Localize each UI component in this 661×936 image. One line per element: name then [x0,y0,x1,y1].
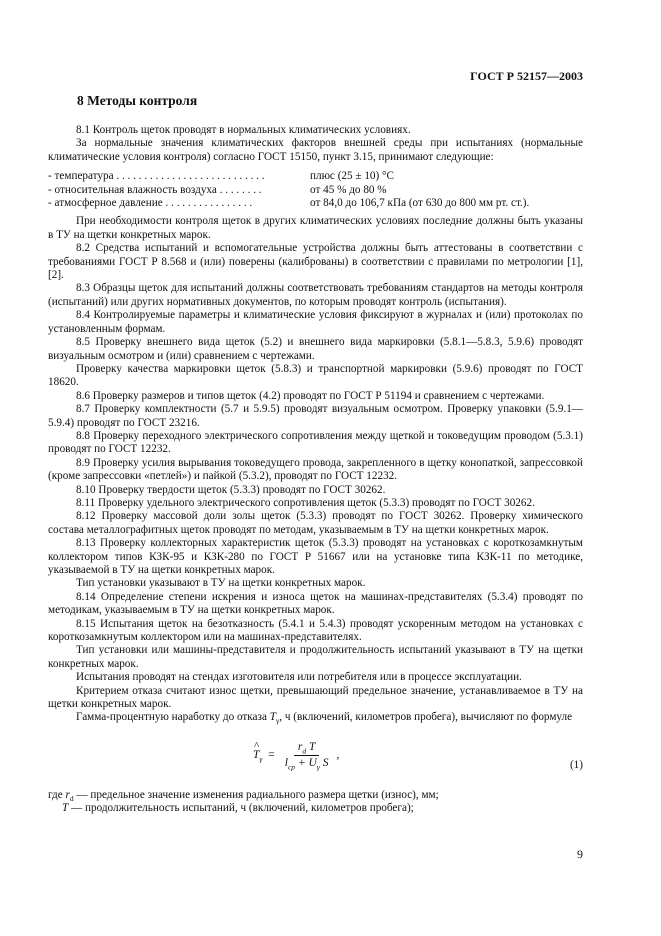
num-t: T [306,740,316,753]
paragraph: Тип установки или машины-представителя и продолжительность испытаний указывают в ТУ на щетки конкретных марок. [48,644,583,670]
condition-value: от 84,0 до 106,7 кПа (от 630 до 800 мм рт. ст.). [310,197,530,210]
den-mid: + U [295,757,317,770]
num-r: r [297,740,303,753]
paragraph: 8.6 Проверку размеров и типов щеток (4.2) проводят по ГОСТ Р 51194 и сравнением с чертежами. [76,389,545,402]
definition-symbol: r [65,788,70,801]
definition-sub: d [69,794,74,804]
definition-row [48,789,583,802]
gamma-symbol: T [269,711,276,724]
condition-value: от 45 % до 80 % [310,183,387,196]
paragraph: Проверку качества маркировки щеток (5.8.3) и транспортной маркировки (5.9.6) проводят по ГОСТ 18620. [48,362,583,389]
formula-numerator [294,741,320,756]
formula [253,741,339,771]
condition-row [48,170,583,183]
paragraph: 8.4 Контролируемые параметры и климатические условия фиксируют в журналах и (или) протоколах по установленным формам. [48,309,583,335]
definitions [48,789,583,816]
paragraph: 8.10 Проверку твердости щеток (5.3.3) проводят по ГОСТ 30262. [76,483,386,496]
gamma-symbol-sub: γ [275,716,280,726]
paragraph: За нормальные значения климатических факторов внешней среды при испытаниях (нормальные климатические условия контроля) согласно ГОСТ 15150, пункт 3.15, принимают следующие: [48,137,583,163]
hat-accent: ^ [254,740,260,753]
definition-symbol: T [62,802,69,815]
condition-label: - атмосферное давление . . . . . . . . . . . . . . . . [48,197,253,210]
conditions-list [48,170,583,210]
formula-denominator [281,756,333,770]
formula-lhs-sub: γ [259,754,263,764]
condition-label: - температура . . . . . . . . . . . . . . . . . . . . . . . . . . . [48,170,265,183]
condition-value: плюс (25 ± 10) °С [310,170,394,183]
definition-lead: где [48,788,63,801]
paragraph: 8.3 Образцы щеток для испытаний должны соответствовать требованиям стандартов на методы контроля (испытаний) или других нормативных документов, по которым проводят контроль (испытания). [48,282,583,308]
condition-row [48,197,583,210]
num-r-sub: d [302,746,307,756]
formula-fraction [281,741,333,771]
section-title: 8 Методы контроля [77,93,198,108]
paragraph: Критерием отказа считают износ щетки, превышающий предельное значение, устанавливаемое в ТУ на щетки конкретных марок. [48,684,583,711]
den-s: S [319,757,329,770]
formula-lhs [253,740,275,764]
paragraph: 8.7 Проверку комплектности (5.7 и 5.9.5) проводят визуальным осмотром. Проверку упаковки (5.9.1—5.9.4) проводят по ГОСТ 23216. [48,403,583,429]
paragraph-gamma [48,711,583,724]
definition-text: — продолжительность испытаний, ч (включений, километров пробега); [68,802,414,815]
condition-row [48,184,583,197]
formula-block [48,729,583,787]
paragraph: 8.14 Определение степени искрения и износа щеток на машинах-представителях (5.3.4) проводят по методикам, указываемым в ТУ на щетки конкретных марок. [48,590,583,617]
paragraph: Тип установки указывают в ТУ на щетки конкретных марок. [76,577,366,590]
paragraph: 8.15 Испытания щеток на безотказность (5.4.1 и 5.4.3) проводят ускоренным методом на установках с короткозамкнутым коллектором или на машинах-представителях. [48,617,583,644]
paragraph: 8.8 Проверку переходного электрического сопротивления между щеткой и токоведущим проводом (5.3.1) проводят по ГОСТ 12232. [48,429,583,456]
paragraph: 8.9 Проверку усилия вырывания токоведущего провода, закрепленного в щетку конопаткой, запрессовкой (кроме запрессовки «петлей») и пайкой (5.3.2), проводят по ГОСТ 12232. [48,456,583,483]
paragraph: 8.1 Контроль щеток проводят в нормальных климатических условиях. [76,124,411,136]
definition-text: — предельное значение изменения радиального размера щетки (износ), мм; [73,788,439,801]
formula-equals: = [268,749,275,762]
gamma-text-after: , ч (включений, километров пробега), вычисляют по формуле [279,711,573,724]
definition-row [48,802,583,815]
page-header: ГОСТ Р 52157—2003 [470,69,583,83]
paragraph: Испытания проводят на стендах изготовителя или потребителя или в процессе эксплуатации. [76,671,522,684]
gamma-text-before: Гамма-процентную наработку до отказа [76,711,267,724]
equation-number: (1) [569,758,583,771]
paragraph: 8.11 Проверку удельного электрического сопротивления щеток (5.3.3) проводят по ГОСТ 30262. [76,496,535,509]
paragraph: 8.5 Проверку внешнего вида щеток (5.2) и внешнего вида маркировки (5.8.1—5.8.3, 5.9.6) проводят визуальным осмотром и (или) сравнением с чертежами. [48,336,583,362]
paragraph: 8.13 Проверку коллекторных характеристик щеток (5.3.3) проводят на установках с короткозамкнутым коллектором типов КЗК-95 и КЗК-280 по ГОСТ Р 51667 или на установке типа КЗК-11 по методике, указываемой в ТУ на щетки конкретных марок. [48,537,583,576]
den-l: l [284,757,288,770]
formula-comma: , [336,749,340,762]
formula-lhs-symbol: T [253,749,260,762]
page-number: 9 [577,847,583,861]
den-u-sub: γ [316,762,320,772]
body-text [48,124,583,816]
paragraph: 8.12 Проверку массовой доли золы щеток (5.3.3) проводят по ГОСТ 30262. Проверку химического состава металлографитных щеток проводят по методам, указываемым в ТУ на щетки конкретных марок. [48,510,583,536]
paragraph: При необходимости контроля щеток в других климатических условиях последние должны быть указаны в ТУ на щетки конкретных марок. [48,215,583,241]
den-l-sub: ср [287,762,296,772]
paragraph: 8.2 Средства испытаний и вспомогательные устройства должны быть аттестованы в соответствии с требованиями ГОСТ Р 8.568 и (или) поверены (калиброваны) в соответствии с правилами по метрологии [1], [2]. [48,242,583,282]
condition-label: - относительная влажность воздуха . . . . . . . . [48,183,262,196]
